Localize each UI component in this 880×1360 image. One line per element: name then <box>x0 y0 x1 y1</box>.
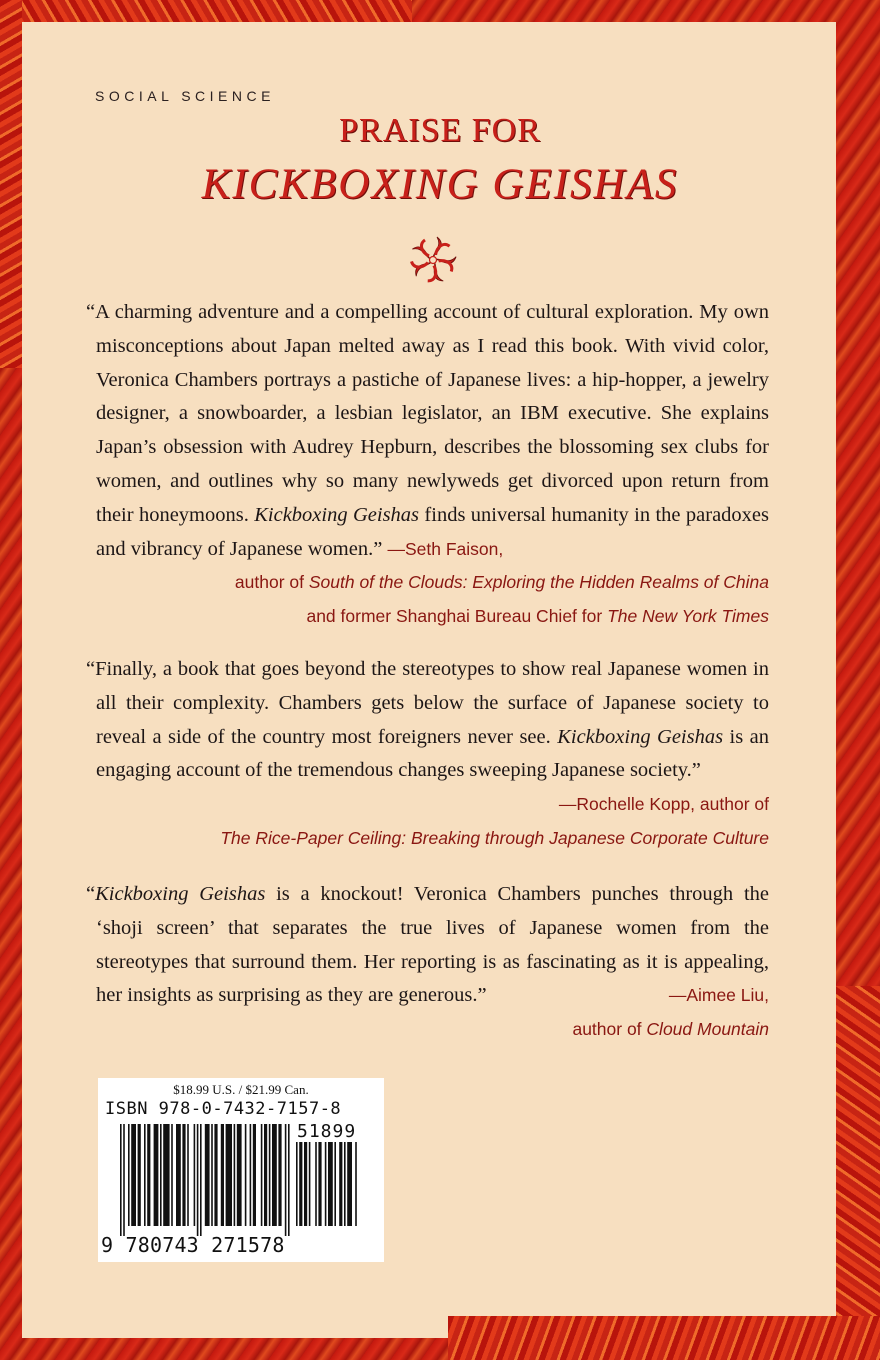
barcode-bar <box>278 1124 281 1226</box>
quote-seth-faison <box>86 296 770 634</box>
attribution-line <box>96 600 769 634</box>
fabric-border-right <box>836 986 880 1360</box>
attribution-name: —Aimee Liu, <box>668 985 769 1006</box>
barcode-bar <box>264 1124 267 1226</box>
book-title: KICKBOXING GEISHAS <box>201 161 679 208</box>
barcode-bar <box>269 1124 271 1226</box>
barcode-bar <box>245 1124 247 1226</box>
category-label: SOCIAL SCIENCE <box>95 88 275 104</box>
barcode-bar <box>285 1124 287 1236</box>
barcode-bar <box>226 1124 232 1226</box>
barcode-bar <box>197 1124 199 1236</box>
barcode-bar <box>318 1142 321 1226</box>
praise-heading: PRAISE FOR <box>339 112 541 149</box>
quote-text: is an engaging account of the tremendous changes sweeping Japanese society.” <box>96 725 769 782</box>
barcode-bar <box>261 1124 263 1226</box>
barcode-bar <box>334 1142 336 1226</box>
barcode-label <box>98 1078 384 1262</box>
barcode-bar <box>234 1124 236 1226</box>
flower-ornament-icon <box>408 235 458 285</box>
quote-title-italic: Kickboxing Geishas <box>254 503 420 526</box>
barcode-bar <box>211 1124 213 1226</box>
barcode-bar <box>171 1124 173 1226</box>
barcode-bar <box>250 1124 252 1226</box>
attribution-prefix: author of <box>572 1019 647 1040</box>
quote-aimee-liu <box>86 878 769 1047</box>
attribution-work: The Rice-Paper Ceiling: Breaking through Japanese Corporate Culture <box>220 827 769 848</box>
barcode-bar <box>194 1124 196 1226</box>
quote-text: “Finally, a book that goes beyond the stereotypes to show real Japanese women in all their complexity. Chambers gets below the surface of Japanese society to reveal a side of the country most foreigners never see. <box>86 658 769 748</box>
attribution-work: Cloud Mountain <box>646 1019 769 1040</box>
barcode-bar <box>237 1124 242 1226</box>
barcode-bar <box>131 1124 136 1226</box>
barcode-bar <box>304 1142 307 1226</box>
barcode-bar <box>154 1124 159 1226</box>
barcode-bar <box>328 1142 333 1226</box>
attribution-line <box>96 566 769 600</box>
barcode-bar <box>339 1142 342 1226</box>
quote-text: finds universal humanity in the paradoxes and vibrancy of Japanese women.” <box>96 503 770 560</box>
ean-digits: 9 780743 271578 <box>101 1233 285 1257</box>
quote-rochelle-kopp <box>86 653 769 856</box>
attribution-prefix: and former Shanghai Bureau Chief for <box>306 606 608 627</box>
barcode-bar <box>205 1124 210 1226</box>
barcode-bar <box>200 1124 202 1236</box>
barcode-bar <box>221 1124 224 1226</box>
quote-title-italic: Kickboxing Geishas <box>95 883 266 905</box>
barcode-bar <box>144 1124 146 1226</box>
addon-digits: 51899 <box>297 1121 357 1142</box>
quote-text: “ <box>86 883 96 905</box>
barcode-bar <box>272 1124 277 1226</box>
fabric-border-bottom <box>448 1316 880 1360</box>
attribution-line <box>96 822 769 856</box>
attribution-name: —Rochelle Kopp, author of <box>558 794 769 815</box>
barcode-bar <box>182 1124 185 1226</box>
barcode-bar <box>120 1124 122 1236</box>
quote-text: is a knockout! Veronica Chambers punches through the ‘shoji screen’ that separates the true lives of Japanese women from the stereotypes that surround them. Her reporting is as fascinating as it is appealing, her insights as surprising as they are generous.” <box>96 883 769 1007</box>
barcode-bar <box>315 1142 317 1226</box>
barcode-bar <box>325 1142 327 1226</box>
barcode-bar <box>288 1124 290 1236</box>
barcode-bar <box>309 1142 311 1226</box>
barcode-bar <box>355 1142 357 1226</box>
barcode-bar <box>128 1124 130 1226</box>
barcode-bar <box>187 1124 189 1226</box>
ean-barcode <box>120 1124 290 1236</box>
barcode-bar <box>296 1142 298 1226</box>
price-label: $18.99 U.S. / $21.99 Can. <box>173 1082 309 1097</box>
barcode-bar <box>176 1124 181 1226</box>
barcode-bar <box>347 1142 352 1226</box>
barcode-bar <box>123 1124 125 1236</box>
quote-text: “A charming adventure and a compelling account of cultural exploration. My own misconceptions about Japan melted away as I read this book. With vivid color, Veronica Chambers portrays a pastiche of Japanese lives: a hip-hopper, a jewelry designer, a snowboarder, a lesbian legislator, an IBM executive. She explains Japan’s obsession with Audrey Hepburn, describes the blossoming sex clubs for women, and outlines why so many newlyweds get divorced upon return from their honeymoons. <box>86 301 769 526</box>
barcode-bar <box>163 1124 169 1226</box>
barcode-bar <box>344 1142 346 1226</box>
barcode-bar <box>147 1124 150 1226</box>
attribution-work: South of the Clouds: Exploring the Hidden Realms of China <box>308 572 769 593</box>
quote-title-italic: Kickboxing Geishas <box>557 725 724 748</box>
barcode-bar <box>138 1124 141 1226</box>
barcode-bar <box>253 1124 256 1226</box>
isbn-text: ISBN 978-0-7432-7157-8 <box>105 1099 342 1119</box>
attribution-prefix: author of <box>234 572 309 593</box>
barcode-bar <box>299 1142 302 1226</box>
barcode-bar <box>214 1124 217 1226</box>
addon-barcode <box>296 1142 372 1236</box>
attribution-work: The New York Times <box>607 606 769 627</box>
attribution-line <box>96 1013 769 1047</box>
attribution-name: —Seth Faison, <box>387 538 504 559</box>
barcode-bar <box>160 1124 162 1226</box>
